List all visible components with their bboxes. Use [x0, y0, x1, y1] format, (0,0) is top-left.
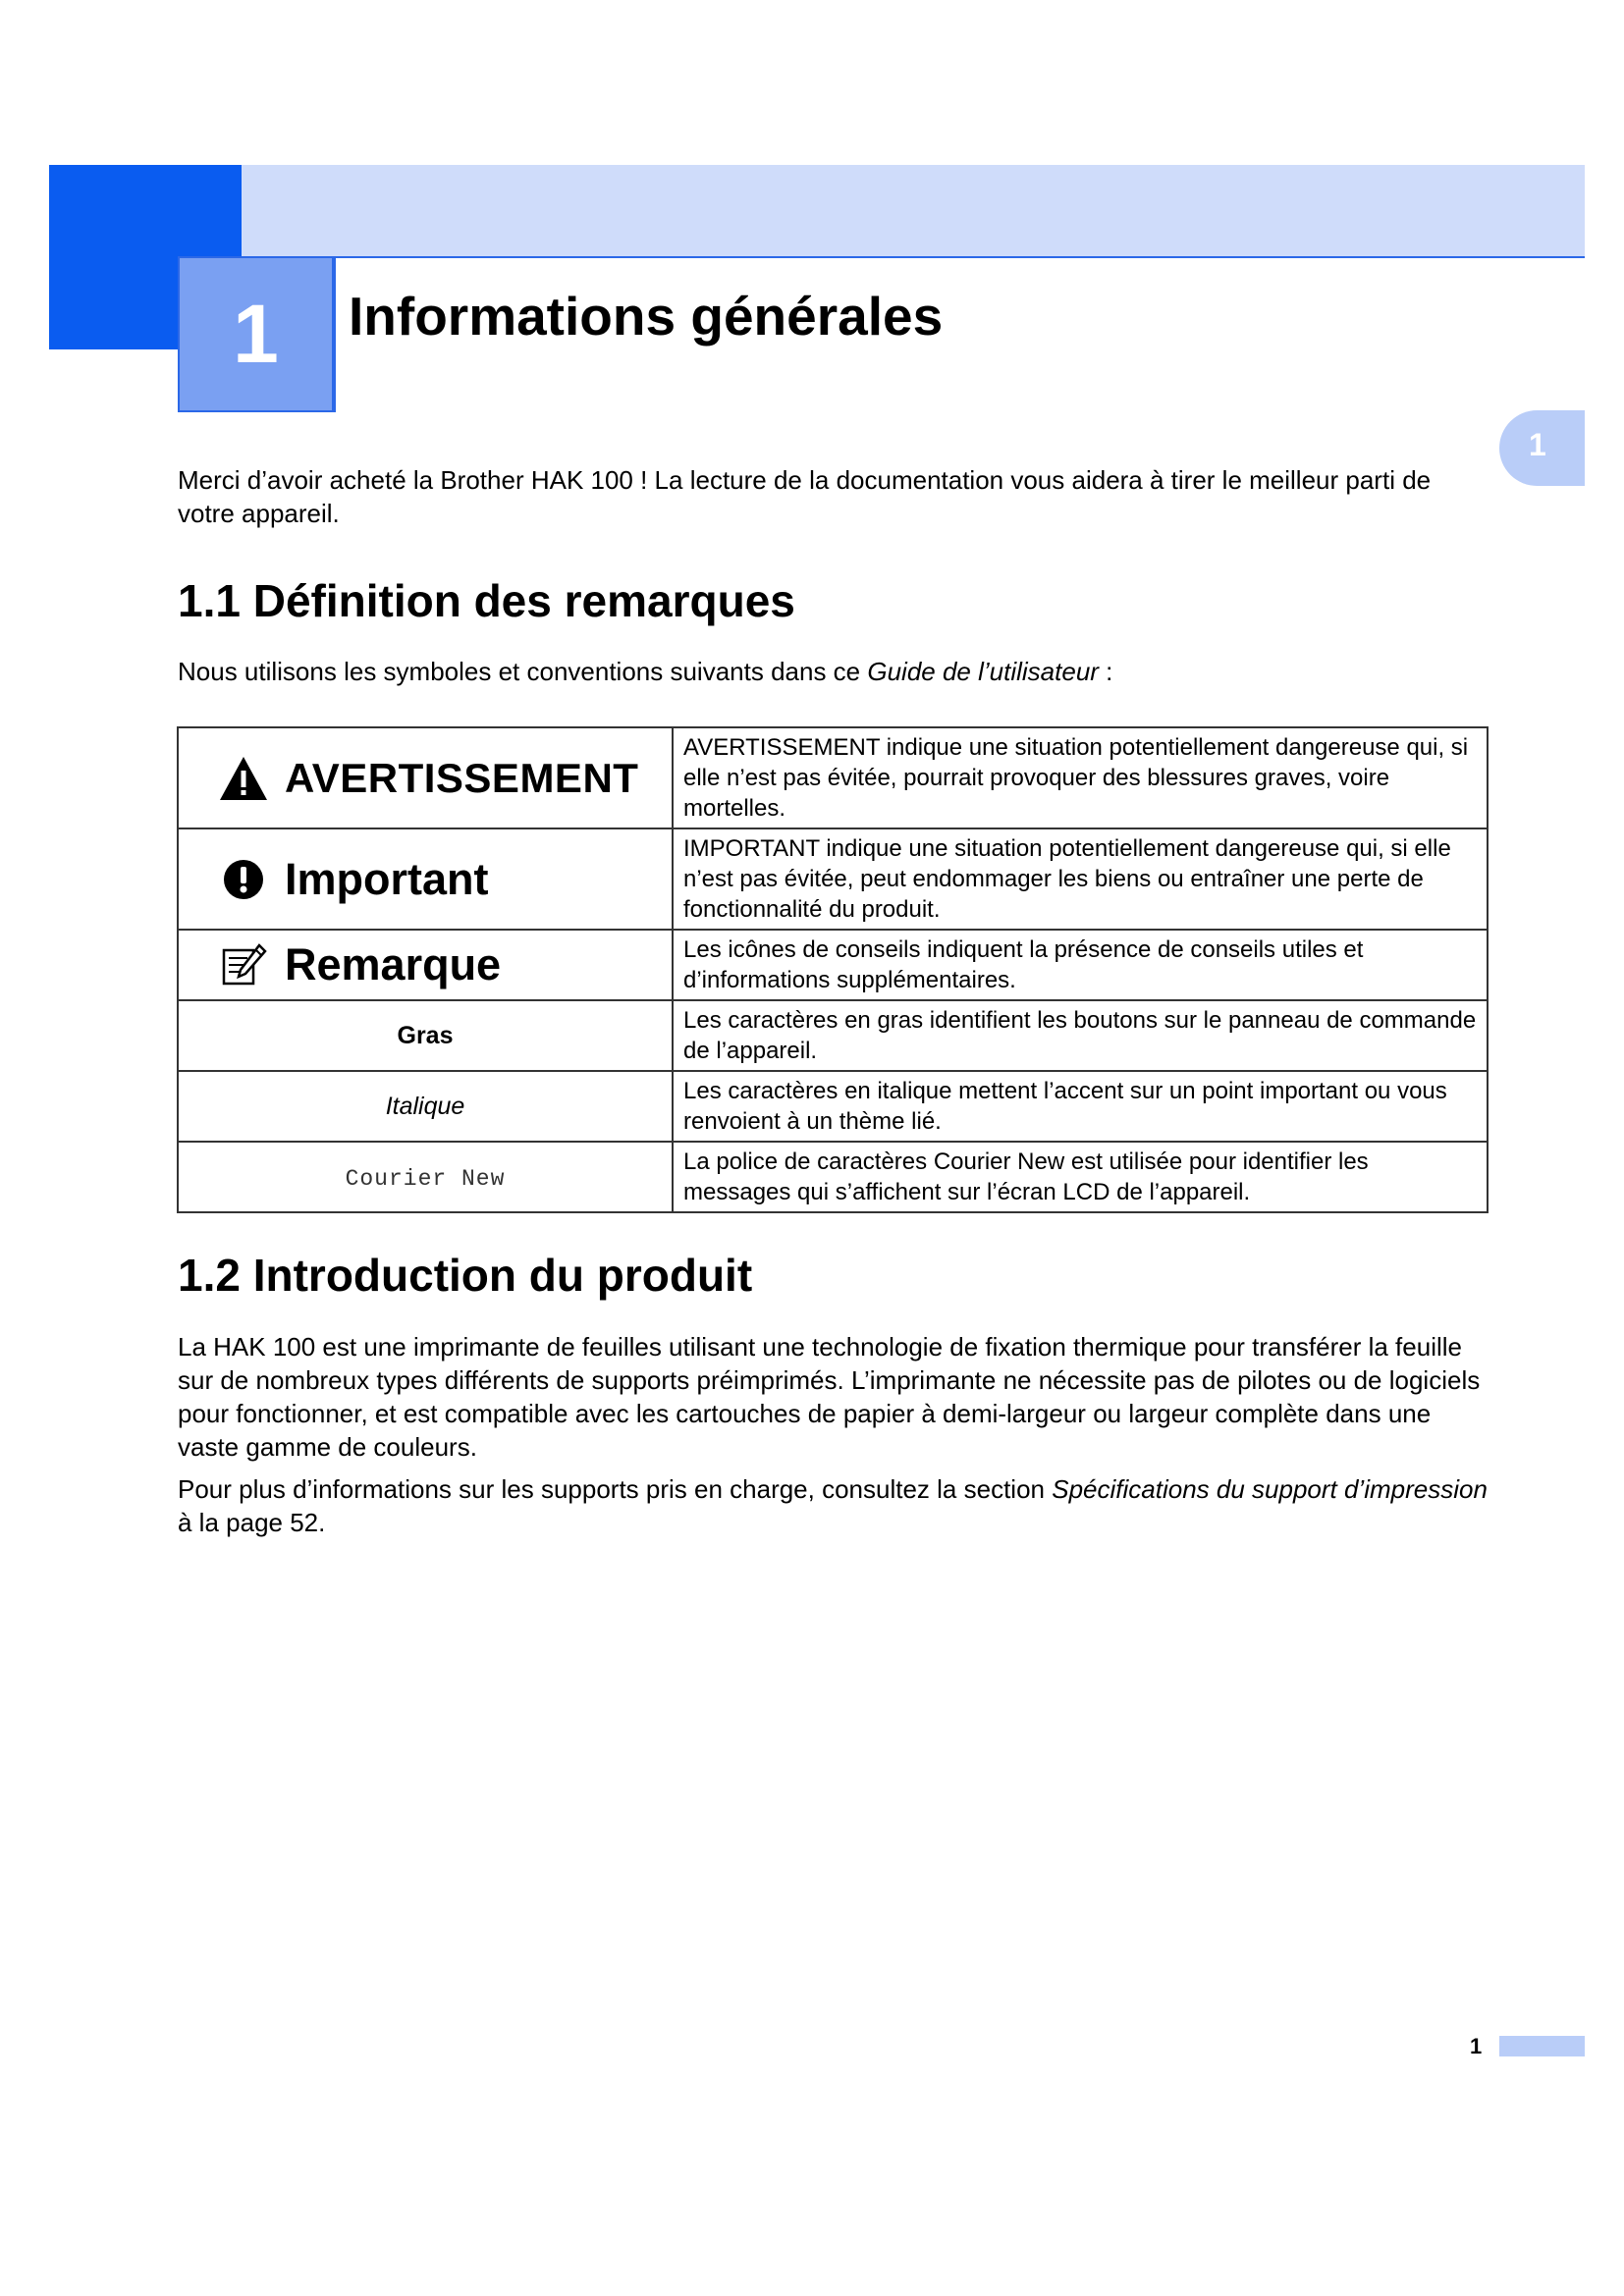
description-cell: Les caractères en italique mettent l’accent sur un point important ou vous renvoient à un thème lié. — [673, 1071, 1488, 1142]
spec-reference: Spécifications du support d’impression — [1052, 1474, 1488, 1504]
guide-title: Guide de l’utilisateur — [867, 657, 1099, 686]
chapter-header-band — [242, 165, 1585, 258]
note-pencil-icon — [208, 942, 279, 988]
courier-label: Courier New — [345, 1165, 506, 1192]
note-label: Remarque — [285, 939, 502, 989]
label-cell — [178, 828, 673, 930]
courier-label-cell — [178, 1142, 673, 1212]
section-heading-2: 1.2 Introduction du produit — [178, 1250, 753, 1301]
intro-paragraph: Merci d’avoir acheté la Brother HAK 100 ! La lecture de la documentation vous aidera à tirer le meilleur parti de votre appareil. — [178, 465, 1432, 528]
side-chapter-tab: 1 — [1499, 410, 1585, 486]
bold-label: Gras — [178, 1000, 673, 1071]
section-heading-1: 1.1 Définition des remarques — [178, 575, 795, 626]
description-cell: La police de caractères Courier New est utilisée pour identifier les messages qui s’affichent sur l’écran LCD de l’appareil. — [673, 1142, 1488, 1212]
description-cell: AVERTISSEMENT indique une situation potentiellement dangereuse qui, si elle n’est pas évitée, pourrait provoquer des blessures graves, voire mortelles. — [673, 727, 1488, 828]
label-cell — [178, 930, 673, 1000]
table-row — [178, 828, 1488, 930]
description-cell: Les caractères en gras identifient les boutons sur le panneau de commande de l’appareil. — [673, 1000, 1488, 1071]
page-number: 1 — [1470, 2034, 1483, 2058]
conventions-table — [177, 726, 1489, 1213]
section1-lead: Nous utilisons les symboles et conventions suivants dans ce Guide de l’utilisateur : — [178, 657, 1113, 686]
important-label: Important — [285, 853, 489, 904]
product-intro-paragraph: La HAK 100 est une imprimante de feuilles utilisant une technologie de fixation thermique pour transférer la feuille sur de nombreux types différents de supports préimprimés. L’imprimante ne nécessite pas de pilotes ou de logiciels pour fonctionner, et est compatible avec les cartouches de papier à demi-largeur ou largeur complète dans une vaste gamme de couleurs. — [178, 1332, 1481, 1462]
label-cell — [178, 727, 673, 828]
warning-label: AVERTISSEMENT — [285, 754, 639, 801]
italic-label: Italique — [178, 1071, 673, 1142]
supports-paragraph: Pour plus d’informations sur les supports pris en charge, consultez la section Spécifications du support d’impression à la page 52. — [178, 1474, 1488, 1537]
page-number-bar — [1499, 2036, 1585, 2056]
table-row — [178, 727, 1488, 828]
description-cell: Les icônes de conseils indiquent la présence de conseils utiles et d’informations supplémentaires. — [673, 930, 1488, 1000]
chapter-title: Informations générales — [349, 286, 944, 347]
chapter-divider-line — [334, 256, 336, 412]
warning-triangle-icon — [208, 755, 279, 802]
exclamation-circle-icon — [208, 859, 279, 900]
chapter-number-box: 1 — [178, 256, 334, 412]
table-row — [178, 930, 1488, 1000]
table-row — [178, 1000, 1488, 1071]
description-cell: IMPORTANT indique une situation potentiellement dangereuse qui, si elle n’est pas évitée, peut endommager les biens ou entraîner une perte de fonctionnalité du produit. — [673, 828, 1488, 930]
table-row — [178, 1071, 1488, 1142]
table-row — [178, 1142, 1488, 1212]
